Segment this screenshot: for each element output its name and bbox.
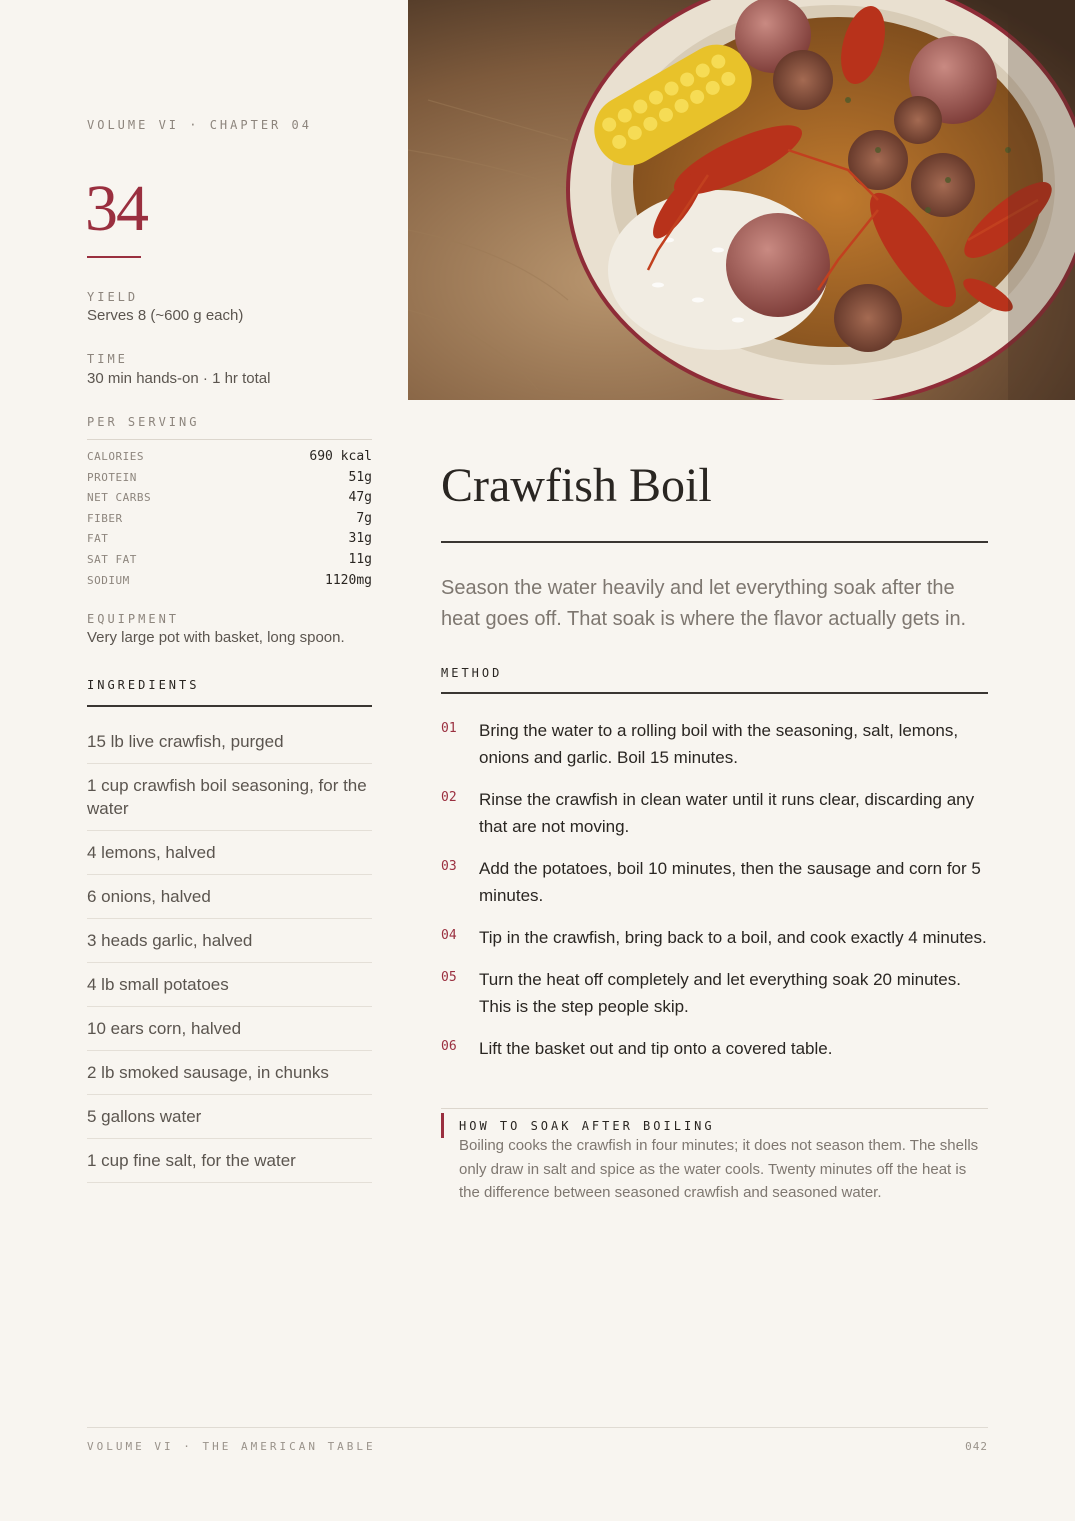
chapter-kicker: VOLUME VI · CHAPTER 04: [87, 118, 312, 132]
ingredients-rule: [87, 705, 372, 707]
ingredient-item: 4 lemons, halved: [87, 831, 372, 875]
crawfish-boil-image: [408, 0, 1075, 400]
nutrition-table: [87, 449, 372, 593]
nutrition-row: [87, 449, 372, 470]
method-step: [441, 786, 988, 840]
nutrition-row: [87, 573, 372, 594]
ingredient-item: 10 ears corn, halved: [87, 1007, 372, 1051]
nutrition-label: PROTEIN: [87, 470, 137, 484]
nutrition-value: 31g: [348, 531, 372, 547]
ingredient-item: 5 gallons water: [87, 1095, 372, 1139]
recipe-intro: Season the water heavily and let everything soak after the heat goes off. That soak is where the flavor actually gets in.: [441, 577, 967, 630]
nutrition-row: [87, 552, 372, 573]
ingredients-heading: INGREDIENTS: [87, 678, 200, 692]
step-text: Tip in the crawfish, bring back to a boil, and cook exactly 4 minutes.: [479, 928, 987, 947]
nutrition-label: SODIUM: [87, 573, 130, 587]
step-text: Lift the basket out and tip onto a covered table.: [479, 1039, 833, 1058]
step-number: 03: [441, 859, 457, 874]
ingredient-item: 6 onions, halved: [87, 875, 372, 919]
step-number: 01: [441, 721, 457, 736]
step-text: Bring the water to a rolling boil with the seasoning, salt, lemons, onions and garlic. Boil 15 minutes.: [479, 721, 959, 767]
chapter-number-underline: [87, 256, 141, 258]
ingredient-item: 15 lb live crawfish, purged: [87, 720, 372, 764]
equipment-value: Very large pot with basket, long spoon.: [87, 629, 345, 646]
step-text: Turn the heat off completely and let everything soak 20 minutes. This is the step people skip.: [479, 970, 961, 1016]
nutrition-value: 47g: [348, 490, 372, 506]
nutrition-row: [87, 470, 372, 491]
ingredient-item: 4 lb small potatoes: [87, 963, 372, 1007]
method-heading: METHOD: [441, 666, 503, 680]
ingredient-item: 2 lb smoked sausage, in chunks: [87, 1051, 372, 1095]
time-value: 30 min hands-on · 1 hr total: [87, 370, 271, 387]
footer-running-title: VOLUME VI · THE AMERICAN TABLE: [87, 1440, 376, 1453]
yield-label: YIELD: [87, 290, 139, 304]
nutrition-value: 51g: [348, 469, 372, 485]
nutrition-value: 690 kcal: [309, 449, 372, 464]
nutrition-row: [87, 531, 372, 552]
step-number: 04: [441, 928, 457, 943]
method-rule: [441, 692, 988, 694]
nutrition-label: NET CARBS: [87, 491, 152, 505]
step-text: Add the potatoes, boil 10 minutes, then the sausage and corn for 5 minutes.: [479, 859, 981, 905]
ingredients-list: [87, 720, 372, 1183]
nutrition-row: [87, 490, 372, 511]
method-step: [441, 1035, 988, 1062]
ingredient-item: 1 cup fine salt, for the water: [87, 1139, 372, 1183]
nutrition-row: [87, 511, 372, 532]
note-divider: [441, 1108, 988, 1109]
equipment-label: EQUIPMENT: [87, 612, 180, 626]
time-label: TIME: [87, 352, 128, 366]
nutrition-value: 1120mg: [325, 572, 372, 588]
nutrition-label: CALORIES: [87, 450, 144, 463]
footer-rule: [87, 1427, 988, 1428]
note-heading: HOW TO SOAK AFTER BOILING: [459, 1119, 715, 1133]
note-body: Boiling cooks the crawfish in four minutes; it does not season them. The shells only draw in salt and spice as the water cools. Twenty minutes off the heat is the difference between seasoned crawfish and seasoned water.: [459, 1137, 979, 1201]
nutrition-value: 7g: [356, 510, 372, 526]
note-accent-bar: [441, 1113, 444, 1138]
method-step: [441, 966, 988, 1020]
title-rule: [441, 541, 988, 543]
method-step: [441, 717, 988, 771]
yield-value: Serves 8 (~600 g each): [87, 307, 244, 324]
ingredient-item: 1 cup crawfish boil seasoning, for the water: [87, 764, 372, 831]
nutrition-label: SAT FAT: [87, 552, 137, 566]
divider: [87, 439, 372, 440]
step-text: Rinse the crawfish in clean water until it runs clear, discarding any that are not moving.: [479, 790, 975, 836]
step-number: 05: [441, 970, 457, 985]
nutrition-value: 11g: [348, 551, 372, 567]
recipe-title: Crawfish Boil: [441, 459, 712, 512]
page-number: 042: [965, 1440, 988, 1453]
method-steps: [441, 717, 988, 1077]
step-number: 02: [441, 790, 457, 805]
chapter-number: 34: [85, 172, 147, 245]
nutrition-label: FAT: [87, 532, 109, 546]
ingredient-item: 3 heads garlic, halved: [87, 919, 372, 963]
method-step: [441, 924, 988, 951]
per-serving-label: PER SERVING: [87, 415, 200, 429]
hero-photo: [408, 0, 1075, 400]
method-step: [441, 855, 988, 909]
nutrition-label: FIBER: [87, 511, 123, 525]
step-number: 06: [441, 1039, 457, 1054]
